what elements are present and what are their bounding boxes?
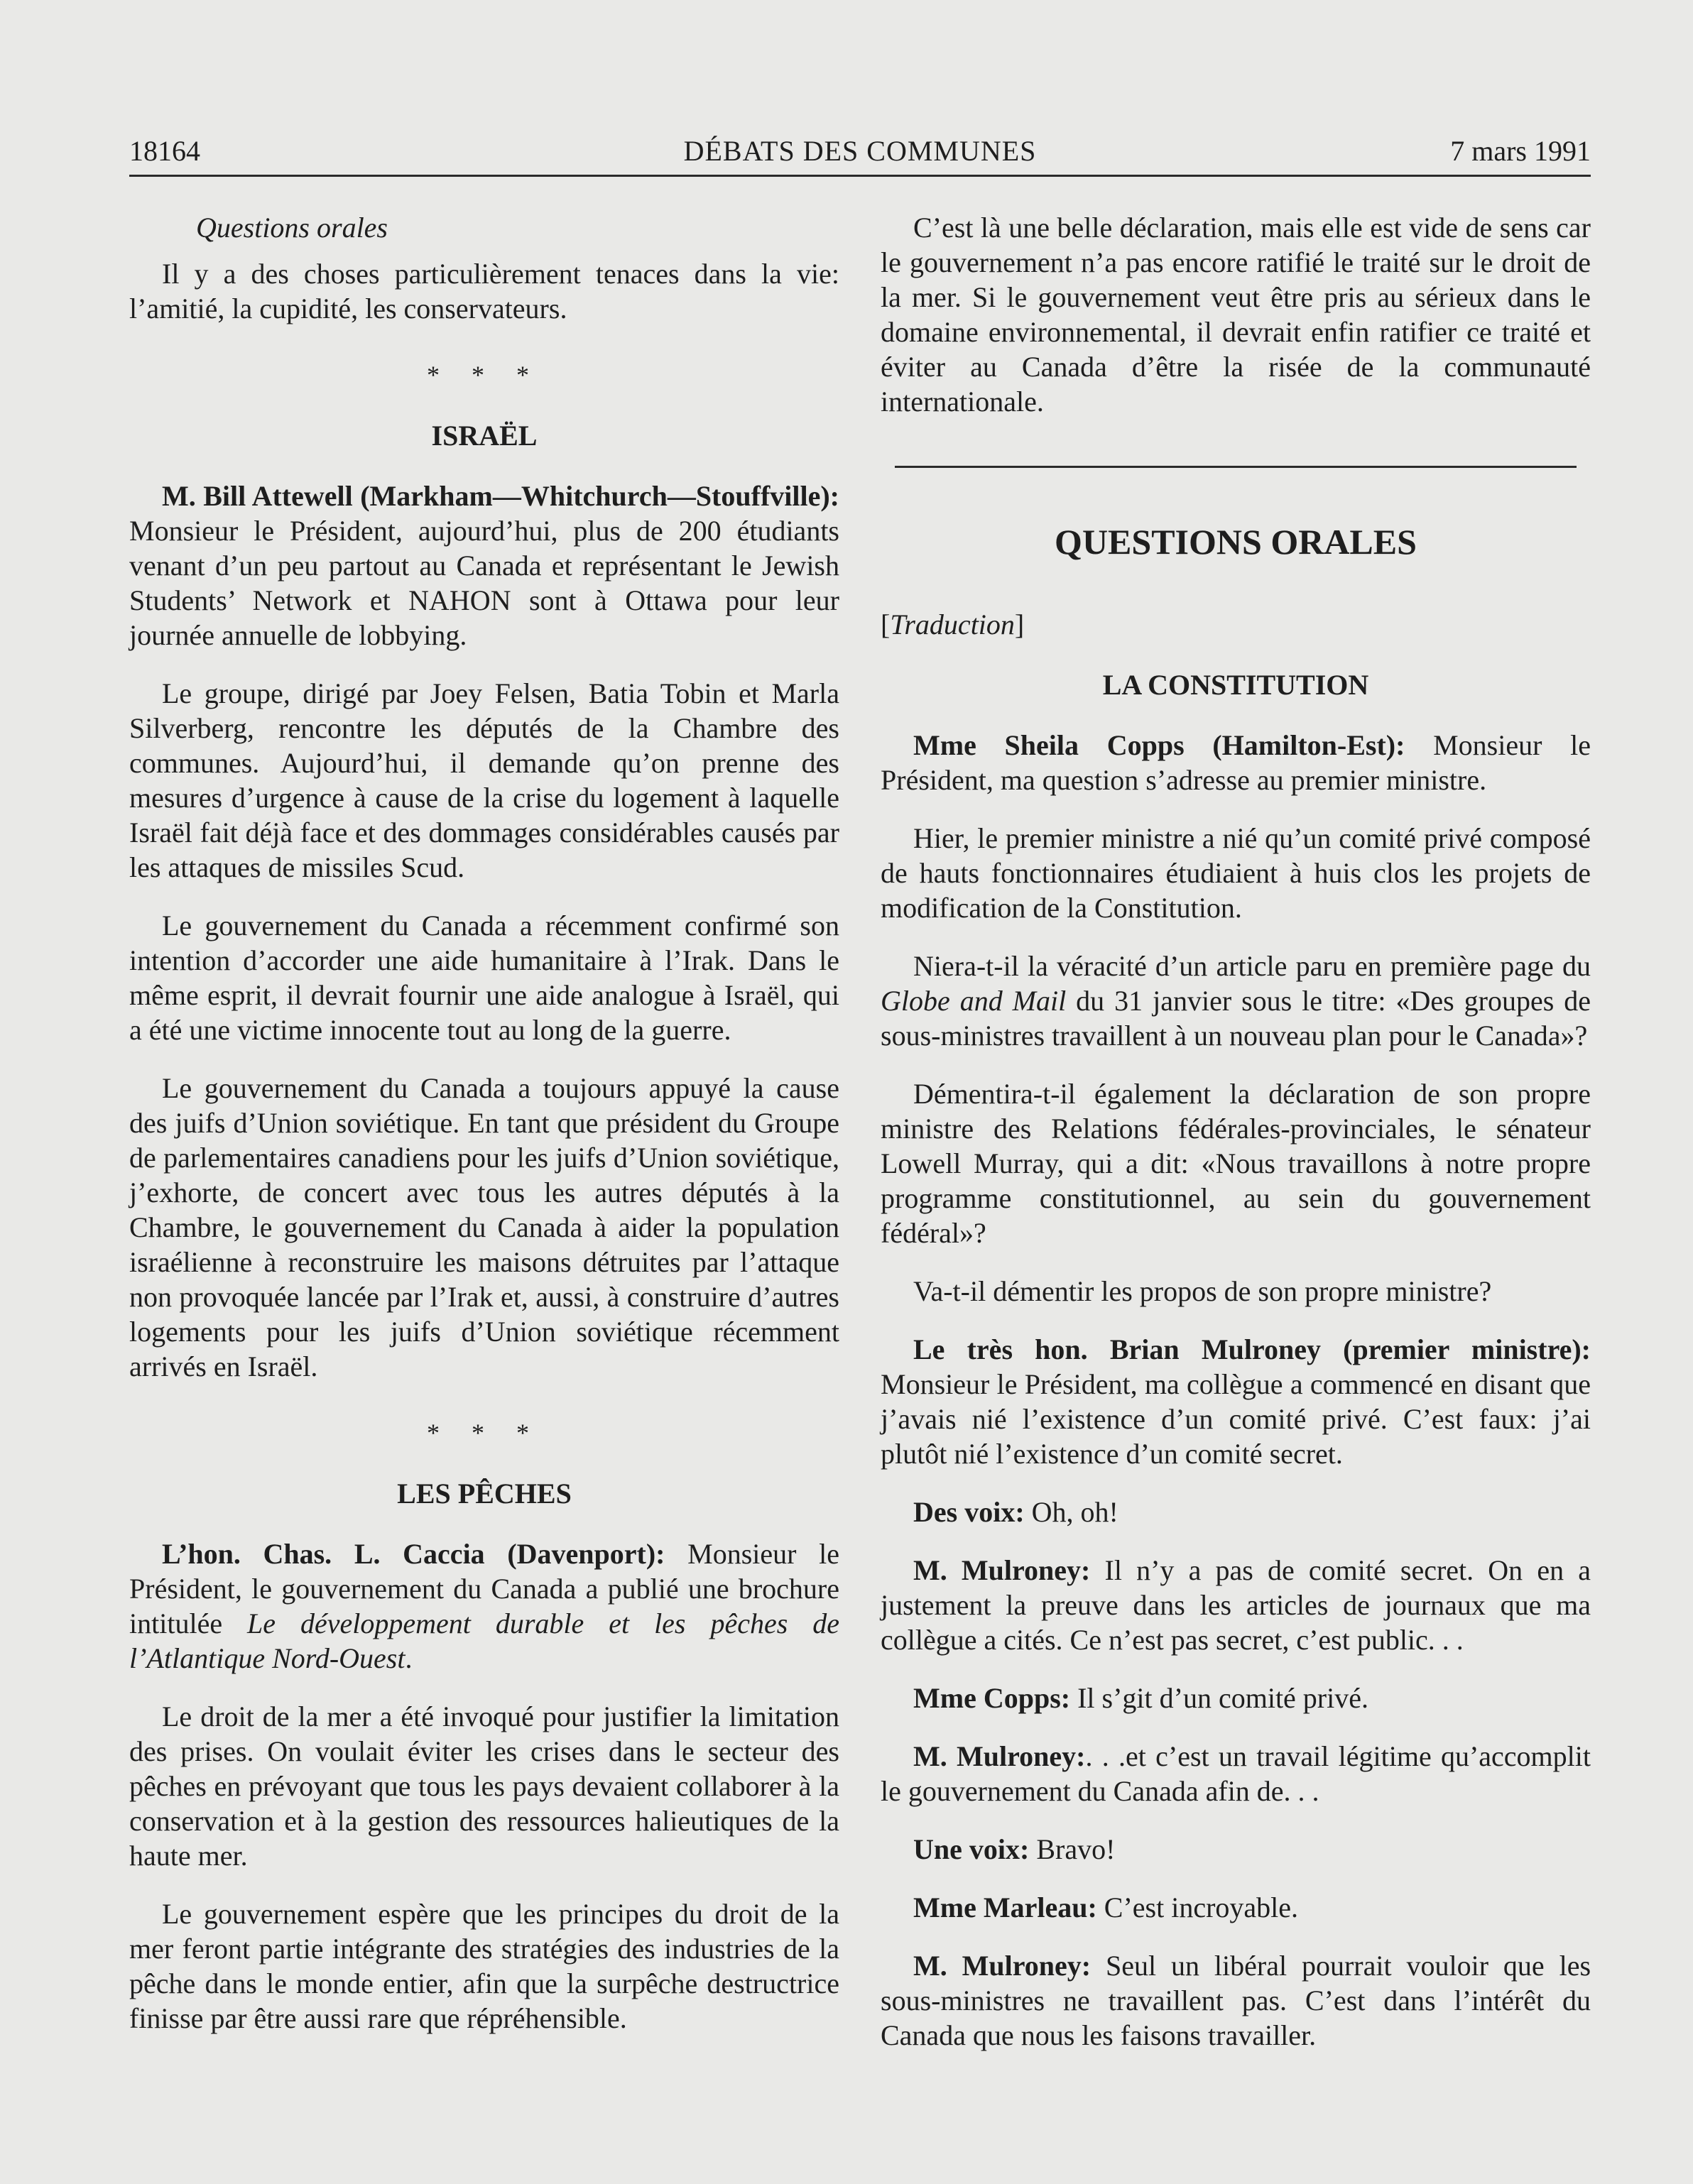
paragraph <box>881 949 1591 1053</box>
heading-constitution: LA CONSTITUTION <box>1102 669 1369 701</box>
speech-text: Seul un libéral pourrait vouloir que les sous-ministres ne travaillent pas. C’est dans l’intérêt du Canada que nous les faisons travailler. <box>881 1950 1591 2051</box>
paragraph: Démentira-t-il également la déclaration de son propre ministre des Relations fédérales-provinciales, le sénateur Lowell Murray, qui a dit: «Nous travaillons à notre propre programme constitutionnel, au sein du gouvernement fédéral»? <box>881 1078 1591 1249</box>
publication-title: DÉBATS DES COMMUNES <box>683 135 1037 167</box>
translation-note <box>881 607 1591 642</box>
section-separator: * * * <box>427 361 542 389</box>
paragraph <box>881 1890 1591 1925</box>
speech-text: du 31 janvier sous le titre: «Des groupes de sous-ministres travaillent à un nouveau plan pour le Canada»? <box>881 985 1591 1052</box>
left-column <box>129 210 839 2059</box>
paragraph <box>881 728 1591 797</box>
page-number: 18164 <box>129 135 200 167</box>
section-divider <box>895 466 1577 468</box>
bracket: [ <box>881 608 891 640</box>
paragraph: Il y a des choses particulièrement tenaces dans la vie: l’amitié, la cupidité, les conservateurs. <box>129 258 839 324</box>
section-separator: * * * <box>427 1419 542 1447</box>
heading-peches: LES PÊCHES <box>397 1478 572 1509</box>
translation-label: Traduction <box>890 608 1015 640</box>
speech-text: . <box>405 1642 413 1674</box>
speaker-name: Une voix: <box>913 1833 1030 1865</box>
paragraph <box>129 1536 839 1676</box>
speech-text: C’est incroyable. <box>1096 1891 1299 1923</box>
speech-text: Bravo! <box>1029 1833 1116 1865</box>
speaker-name: M. Mulroney: <box>913 1740 1086 1772</box>
speech-text: Niera-t-il la véracité d’un article paru en première page du <box>913 950 1591 982</box>
right-column <box>881 210 1591 2076</box>
brochure-title: Le développement durable et les pêches de l’Atlantique Nord-Ouest <box>129 1607 840 1674</box>
paragraph <box>881 1681 1591 1715</box>
speech-text: Oh, oh! <box>1024 1496 1118 1528</box>
newspaper-title: Globe and Mail <box>881 985 1067 1017</box>
paragraph: Hier, le premier ministre a nié qu’un comité privé composé de hauts fonctionnaires étudiaient à huis clos les projets de modification de la Constitution. <box>881 822 1591 924</box>
paragraph: Le droit de la mer a été invoqué pour justifier la limitation des prises. On voulait éviter les crises dans le secteur des pêches en prévoyant que tous les pays devaient collaborer à la conservation et à la gestion des ressources halieutiques de la haute mer. <box>129 1700 839 1872</box>
paragraph: C’est là une belle déclaration, mais elle est vide de sens car le gouvernement n’a pas encore ratifié le traité sur le droit de la mer. Si le gouvernement veut être pris au sérieux dans le domaine environnemental, il devrait enfin ratifier ce traité et éviter au Canada d’être la risée de la communauté internationale. <box>881 212 1591 417</box>
publication-date: 7 mars 1991 <box>1450 135 1591 167</box>
paragraph <box>881 1948 1591 2053</box>
speaker-name: M. Bill Attewell (Markham—Whitchurch—Stouffville): <box>162 480 839 512</box>
speech-text: Monsieur le Président, ma collègue a commencé en disant que j’avais nié l’existence d’un comité privé. C’est faux: j’ai plutôt nié l’existence d’un comité secret. <box>881 1368 1591 1470</box>
speech-text: Il n’y a pas de comité secret. On en a justement la preuve dans les articles de journaux que ma collègue a cités. Ce n’est pas secret, c’est public. . . <box>881 1554 1591 1656</box>
paragraph <box>881 1832 1591 1867</box>
speaker-name: M. Mulroney: <box>913 1554 1091 1586</box>
page-header <box>129 133 1591 177</box>
speech-text: Monsieur le Président, ma question s’adresse au premier ministre. <box>881 729 1591 796</box>
heading-israel: ISRAËL <box>431 420 538 452</box>
speech-text: Monsieur le Président, le gouvernement du Canada a publié une brochure intitulée <box>129 1538 839 1639</box>
paragraph <box>129 479 839 653</box>
paragraph <box>881 1739 1591 1808</box>
paragraph <box>881 1332 1591 1471</box>
speaker-name: Mme Marleau: <box>913 1891 1097 1923</box>
speaker-name: Mme Sheila Copps (Hamilton-Est): <box>913 729 1405 761</box>
speaker-name: L’hon. Chas. L. Caccia (Davenport): <box>162 1538 665 1570</box>
speaker-name: Mme Copps: <box>913 1682 1071 1714</box>
speech-text: . . .et c’est un travail légitime qu’accomplit le gouvernement du Canada afin de. . . <box>881 1740 1591 1807</box>
paragraph: Le gouvernement espère que les principes du droit de la mer feront partie intégrante des stratégies des industries de la pêche dans le monde entier, afin que la surpêche destructrice finisse par être aussi rare que répréhensible. <box>129 1898 839 2034</box>
section-label: Questions orales <box>196 212 388 244</box>
speech-text: Il s’git d’un comité privé. <box>1070 1682 1368 1714</box>
speech-text: Monsieur le Président, aujourd’hui, plus de 200 étudiants venant d’un peu partout au Canada et représentant le Jewish Students’ Network et NAHON sont à Ottawa pour leur journée annuelle de lobbying. <box>129 515 839 651</box>
paragraph <box>881 1495 1591 1529</box>
paragraph: Le groupe, dirigé par Joey Felsen, Batia Tobin et Marla Silverberg, rencontre les députés de la Chambre des communes. Aujourd’hui, il demande qu’on prenne des mesures d’urgence à cause de la crise du logement à laquelle Israël fait déjà face et des dommages considérables causés par les attaques de missiles Scud. <box>129 677 839 883</box>
paragraph: Le gouvernement du Canada a récemment confirmé son intention d’accorder une aide humanitaire à l’Irak. Dans le même esprit, il devrait fournir une aide analogue à Israël, qui a été une victime innocente tout au long de la guerre. <box>129 910 839 1046</box>
paragraph: Va-t-il démentir les propos de son propre ministre? <box>913 1275 1492 1307</box>
paragraph <box>881 1553 1591 1657</box>
paragraph: Le gouvernement du Canada a toujours appuyé la cause des juifs d’Union soviétique. En tant que président du Groupe de parlementaires canadiens pour les juifs d’Union soviétique, j’exhorte, de concert avec tous les autres députés à la Chambre, le gouvernement du Canada à aider la population israélienne à reconstruire les maisons détruites par l’attaque non provoquée lancée par l’Irak et, aussi, à construire d’autres logements pour les juifs d’Union soviétique récemment arrivés en Israël. <box>129 1072 839 1382</box>
bracket: ] <box>1014 608 1025 640</box>
speaker-name: Des voix: <box>913 1496 1025 1528</box>
speaker-name: M. Mulroney: <box>913 1950 1092 1982</box>
heading-questions-orales: QUESTIONS ORALES <box>1055 522 1417 562</box>
speaker-name: Le très hon. Brian Mulroney (premier ministre): <box>913 1333 1591 1365</box>
